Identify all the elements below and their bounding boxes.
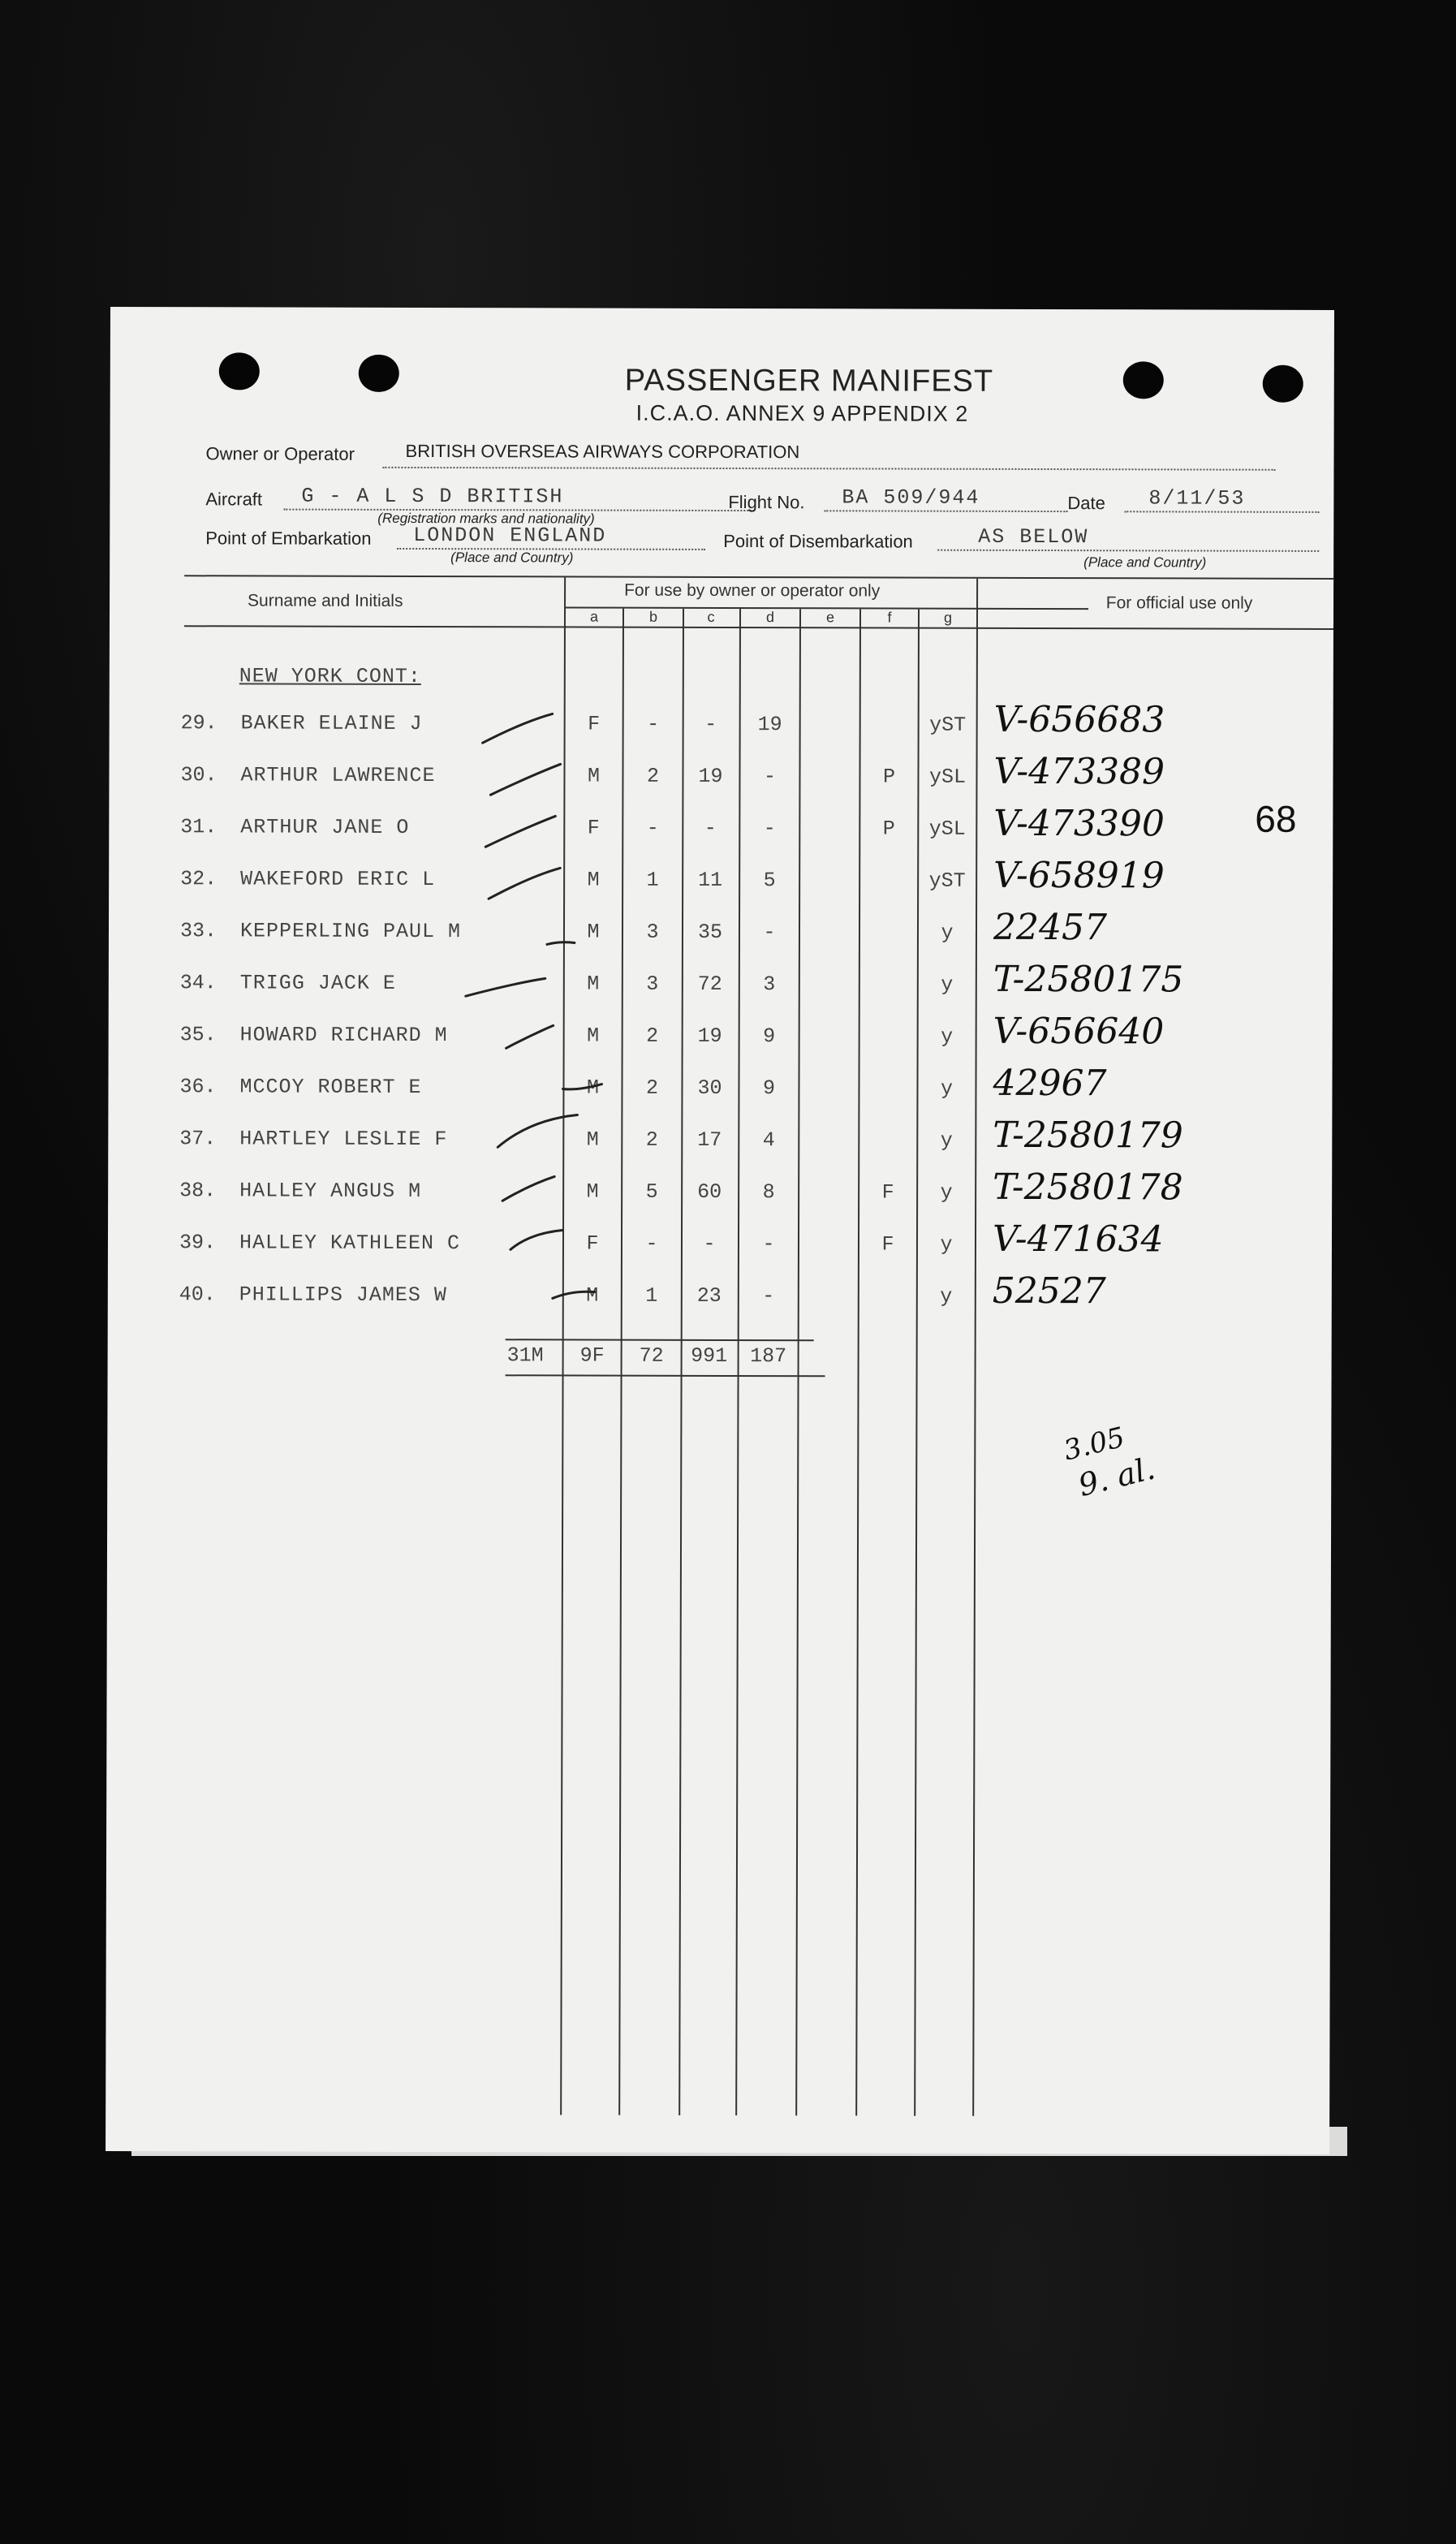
column-letter-b: b: [648, 608, 658, 625]
cell-f: F: [881, 1232, 894, 1257]
cell-b: 1: [645, 1283, 658, 1308]
row-number: 39.: [179, 1231, 217, 1255]
embarkation-value: LONDON ENGLAND: [413, 523, 607, 548]
official-entry: 42967: [993, 1062, 1107, 1105]
passenger-name: BAKER ELAINE J: [240, 711, 423, 736]
cell-d: 3: [763, 972, 776, 997]
totals-label: 31M: [506, 1343, 544, 1368]
totals-c: 991: [691, 1343, 728, 1368]
official-header: For official use only: [1105, 593, 1253, 613]
cell-g: y: [940, 1284, 953, 1309]
cell-g: y: [940, 1128, 953, 1153]
cell-b: -: [647, 712, 660, 736]
totals-b: 72: [639, 1343, 664, 1368]
owner-use-header: For use by owner or operator only: [624, 580, 881, 601]
date-label: Date: [1067, 493, 1105, 514]
cell-c: 35: [697, 920, 723, 944]
cell-d: -: [762, 1232, 775, 1257]
cell-c: -: [704, 712, 717, 736]
cell-c: 17: [697, 1128, 722, 1152]
cell-d: 4: [762, 1128, 775, 1153]
cell-b: 2: [645, 1128, 658, 1152]
column-letter-e: e: [825, 609, 835, 626]
cell-d: -: [763, 817, 776, 841]
embarkation-note: (Place and Country): [450, 550, 574, 566]
official-entry: 22457: [993, 906, 1108, 949]
cell-a: M: [586, 1128, 599, 1152]
cell-c: 30: [697, 1076, 722, 1100]
cell-f: P: [882, 765, 896, 789]
aircraft-value: G - A L S D BRITISH: [301, 484, 564, 509]
cell-d: 5: [763, 869, 776, 893]
cell-c: 60: [697, 1179, 722, 1204]
date-value: 8/11/53: [1148, 486, 1246, 511]
section-heading: NEW YORK CONT:: [239, 664, 421, 689]
cell-g: ySL: [928, 765, 967, 789]
row-number: 31.: [180, 815, 218, 839]
note-line-2: 9. al.: [1075, 1450, 1159, 1504]
official-entry: V-656640: [993, 1010, 1165, 1053]
cell-d: -: [763, 921, 776, 945]
cell-d: 9: [762, 1076, 776, 1101]
row-number: 36.: [179, 1075, 217, 1099]
cell-b: 3: [646, 920, 659, 944]
official-entry: T-2580178: [993, 1166, 1183, 1209]
official-entry: V-658919: [993, 854, 1165, 897]
row-number: 33.: [179, 919, 218, 943]
note-line-1: 3.05: [1060, 1421, 1128, 1468]
cell-g: y: [940, 1180, 953, 1205]
row-number: 34.: [179, 971, 217, 995]
cell-a: F: [586, 1231, 599, 1256]
cell-g: ySL: [928, 817, 966, 841]
cell-g: y: [941, 921, 954, 945]
manifest-sheet: [106, 307, 1334, 2154]
passenger-name: HARTLEY LESLIE F: [239, 1127, 448, 1152]
row-number: 38.: [179, 1179, 217, 1203]
cell-g: y: [941, 972, 954, 997]
official-entry: V-473389: [993, 750, 1165, 793]
passenger-name: HALLEY ANGUS M: [239, 1179, 422, 1204]
passenger-name: KEPPERLING PAUL M: [239, 919, 462, 944]
cell-g: y: [940, 1232, 953, 1257]
official-entry: T-2580175: [993, 958, 1184, 1001]
totals-d: 187: [750, 1344, 787, 1369]
cell-b: 2: [645, 1076, 659, 1100]
row-number: 40.: [179, 1283, 216, 1307]
passenger-name: TRIGG JACK E: [239, 971, 396, 995]
owner-value: BRITISH OVERSEAS AIRWAYS CORPORATION: [405, 440, 800, 463]
tick-marks: [106, 307, 1334, 2154]
official-entry: V-471634: [992, 1218, 1164, 1261]
cell-a: M: [587, 972, 600, 996]
aircraft-note: (Registration marks and nationality): [377, 510, 595, 527]
row-number: 35.: [179, 1023, 217, 1047]
cell-b: 5: [645, 1179, 658, 1204]
margin-number: 68: [1255, 797, 1297, 840]
cell-f: P: [882, 817, 895, 841]
cell-d: -: [763, 765, 777, 789]
cell-b: 2: [646, 764, 660, 788]
cell-b: 3: [646, 972, 659, 996]
cell-d: 8: [762, 1180, 775, 1205]
official-entry: V-473390: [993, 802, 1165, 845]
passenger-name: HALLEY KATHLEEN C: [239, 1231, 461, 1256]
official-entry: T-2580179: [993, 1114, 1183, 1157]
passenger-name: ARTHUR JANE O: [240, 815, 410, 839]
cell-a: M: [586, 1076, 600, 1100]
manifest-subtitle: I.C.A.O. ANNEX 9 APPENDIX 2: [635, 400, 969, 426]
passenger-name: MCCOY ROBERT E: [239, 1075, 422, 1100]
disembarkation-note: (Place and Country): [1083, 554, 1207, 571]
cell-a: M: [587, 920, 600, 944]
cell-d: 9: [763, 1024, 776, 1049]
cell-g: yST: [929, 713, 967, 737]
row-number: 37.: [179, 1127, 217, 1151]
row-number: 32.: [180, 867, 218, 891]
aircraft-label: Aircraft: [205, 489, 263, 510]
cell-b: -: [645, 1231, 658, 1256]
cell-g: y: [941, 1024, 954, 1049]
cell-c: 19: [698, 764, 723, 788]
passenger-name: PHILLIPS JAMES W: [239, 1283, 447, 1308]
cell-a: M: [586, 1179, 599, 1204]
cell-a: F: [587, 816, 600, 840]
row-number: 30.: [180, 763, 218, 787]
cell-a: M: [587, 764, 601, 788]
owner-label: Owner or Operator: [205, 443, 355, 464]
cell-d: 19: [757, 713, 782, 737]
cell-a: M: [586, 1283, 599, 1308]
cell-g: y: [940, 1076, 954, 1101]
manifest-title: PASSENGER MANIFEST: [624, 363, 994, 399]
surname-header: Surname and Initials: [248, 591, 403, 610]
cell-b: 2: [646, 1024, 659, 1048]
passenger-name: WAKEFORD ERIC L: [240, 867, 436, 892]
column-letter-a: a: [589, 608, 599, 625]
flight-label: Flight No.: [728, 491, 805, 513]
cell-c: 23: [696, 1283, 722, 1308]
flight-value: BA 509/944: [842, 485, 980, 510]
column-letter-d: d: [765, 609, 775, 626]
cell-c: -: [704, 816, 717, 840]
cell-b: -: [646, 816, 659, 840]
cell-c: 19: [697, 1024, 722, 1048]
row-number: 29.: [180, 711, 218, 735]
cell-d: -: [762, 1284, 775, 1309]
cell-g: yST: [928, 869, 966, 893]
cell-c: 72: [697, 972, 722, 996]
cell-f: F: [881, 1180, 894, 1205]
cell-a: M: [587, 1024, 600, 1048]
cell-c: -: [703, 1231, 716, 1256]
embarkation-label: Point of Embarkation: [205, 528, 372, 549]
column-letter-c: c: [707, 608, 715, 625]
cell-b: 1: [646, 868, 659, 892]
column-letter-f: f: [887, 609, 892, 626]
official-entry: V-656683: [993, 698, 1165, 741]
cell-c: 11: [698, 868, 723, 892]
passenger-name: ARTHUR LAWRENCE: [240, 763, 436, 788]
official-entry: 52527: [992, 1270, 1106, 1313]
cell-a: M: [587, 868, 600, 892]
passenger-name: HOWARD RICHARD M: [239, 1023, 448, 1048]
totals-a: 9F: [579, 1343, 605, 1368]
column-letter-g: g: [943, 609, 953, 626]
cell-a: F: [588, 712, 601, 736]
disembarkation-value: AS BELOW: [978, 524, 1089, 550]
disembarkation-label: Point of Disembarkation: [723, 530, 913, 552]
